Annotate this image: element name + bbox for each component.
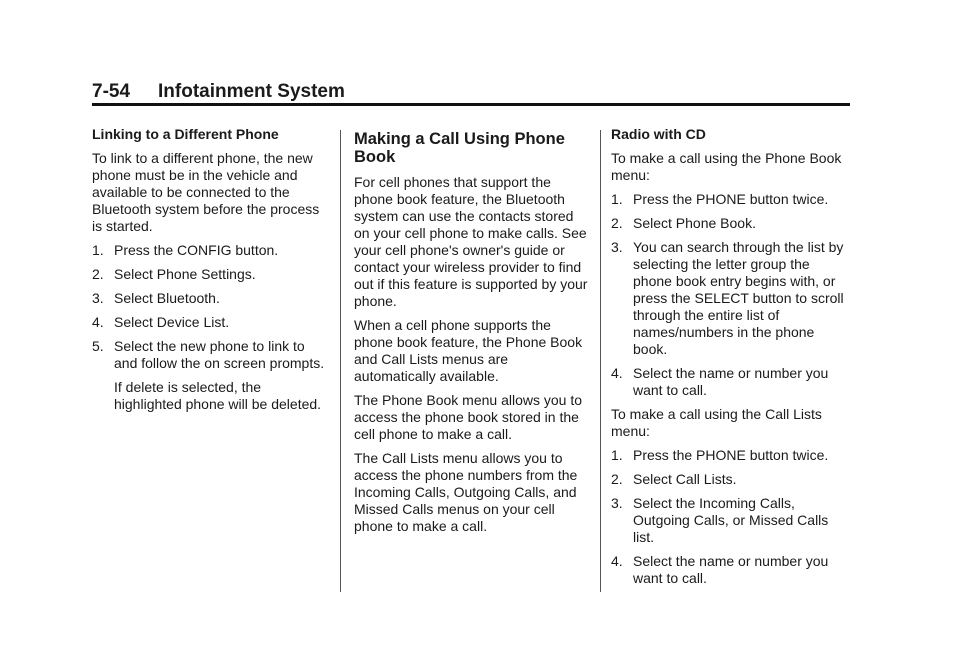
step-text: Press the PHONE button twice. — [633, 191, 829, 207]
section-title: Infotainment System — [158, 81, 345, 102]
list-item — [611, 191, 851, 208]
subheading-linking-phone: Linking to a Different Phone — [92, 126, 279, 142]
step-text: Select Device List. — [114, 314, 230, 330]
paragraph: For cell phones that support the phone book feature, the Bluetooth system can use the contacts stored on your cell phone to make calls. See your cell phone's owner's guide or contact your wireless provider to find out if this feature is supported by your phone. — [354, 174, 588, 309]
paragraph: To link to a different phone, the new phone must be in the vehicle and available to be connected to the Bluetooth system before the process is started. — [92, 150, 320, 234]
column-2 — [354, 130, 590, 542]
step-number: 5. — [92, 338, 104, 354]
paragraph: To make a call using the Call Lists menu: — [611, 406, 822, 439]
column-divider-1 — [340, 130, 341, 592]
step-note: If delete is selected, the highlighted phone will be deleted. — [114, 379, 322, 412]
step-text: You can search through the list by selecting the letter group the phone book entry begins with, or press the SELECT button to scroll through the entire list of names/numbers in the phone book. — [633, 239, 844, 357]
step-text: Select the new phone to link to and follow the on screen prompts. — [114, 338, 325, 371]
header-rule — [92, 103, 850, 106]
paragraph: The Phone Book menu allows you to access the phone book stored in the cell phone to make a call. — [354, 392, 583, 442]
step-number: 3. — [92, 290, 104, 306]
column-3 — [611, 126, 851, 594]
list-item — [611, 495, 851, 546]
paragraph: The Call Lists menu allows you to access the phone numbers from the Incoming Calls, Outgoing Calls, and Missed Calls menus on your cell phone to make a call. — [354, 450, 578, 534]
step-text: Press the PHONE button twice. — [633, 447, 829, 463]
section-heading-phone-book: Making a Call Using Phone Book — [354, 130, 565, 166]
list-item — [92, 290, 328, 307]
list-item — [611, 447, 851, 464]
page-number: 7-54 — [92, 81, 131, 102]
step-number: 2. — [611, 471, 623, 487]
step-number: 4. — [611, 365, 623, 381]
list-item — [611, 471, 851, 488]
list-item — [611, 553, 851, 587]
paragraph: When a cell phone supports the phone book feature, the Phone Book and Call Lists menus are automatically available. — [354, 317, 583, 384]
step-number: 1. — [92, 242, 104, 258]
step-number: 4. — [92, 314, 104, 330]
step-text: Select the name or number you want to call. — [633, 553, 829, 586]
subheading-radio-with-cd: Radio with CD — [611, 126, 706, 142]
paragraph: To make a call using the Phone Book menu: — [611, 150, 842, 183]
list-item — [92, 242, 328, 259]
step-number: 1. — [611, 191, 623, 207]
list-item — [92, 338, 328, 372]
step-number: 3. — [611, 239, 623, 255]
step-number: 1. — [611, 447, 623, 463]
column-divider-2 — [600, 130, 601, 592]
column-1 — [92, 126, 328, 420]
step-number: 3. — [611, 495, 623, 511]
step-text: Select the Incoming Calls, Outgoing Calls, or Missed Calls list. — [633, 495, 829, 545]
list-item — [611, 239, 851, 358]
step-text: Select Phone Book. — [633, 215, 756, 231]
list-item — [611, 215, 851, 232]
step-text: Select Call Lists. — [633, 471, 737, 487]
step-text: Select Bluetooth. — [114, 290, 220, 306]
step-text: Press the CONFIG button. — [114, 242, 279, 258]
list-item — [92, 314, 328, 331]
list-item — [611, 365, 851, 399]
step-number: 2. — [611, 215, 623, 231]
step-number: 2. — [92, 266, 104, 282]
list-item — [92, 266, 328, 283]
step-text: Select Phone Settings. — [114, 266, 256, 282]
step-number: 4. — [611, 553, 623, 569]
step-text: Select the name or number you want to call. — [633, 365, 829, 398]
